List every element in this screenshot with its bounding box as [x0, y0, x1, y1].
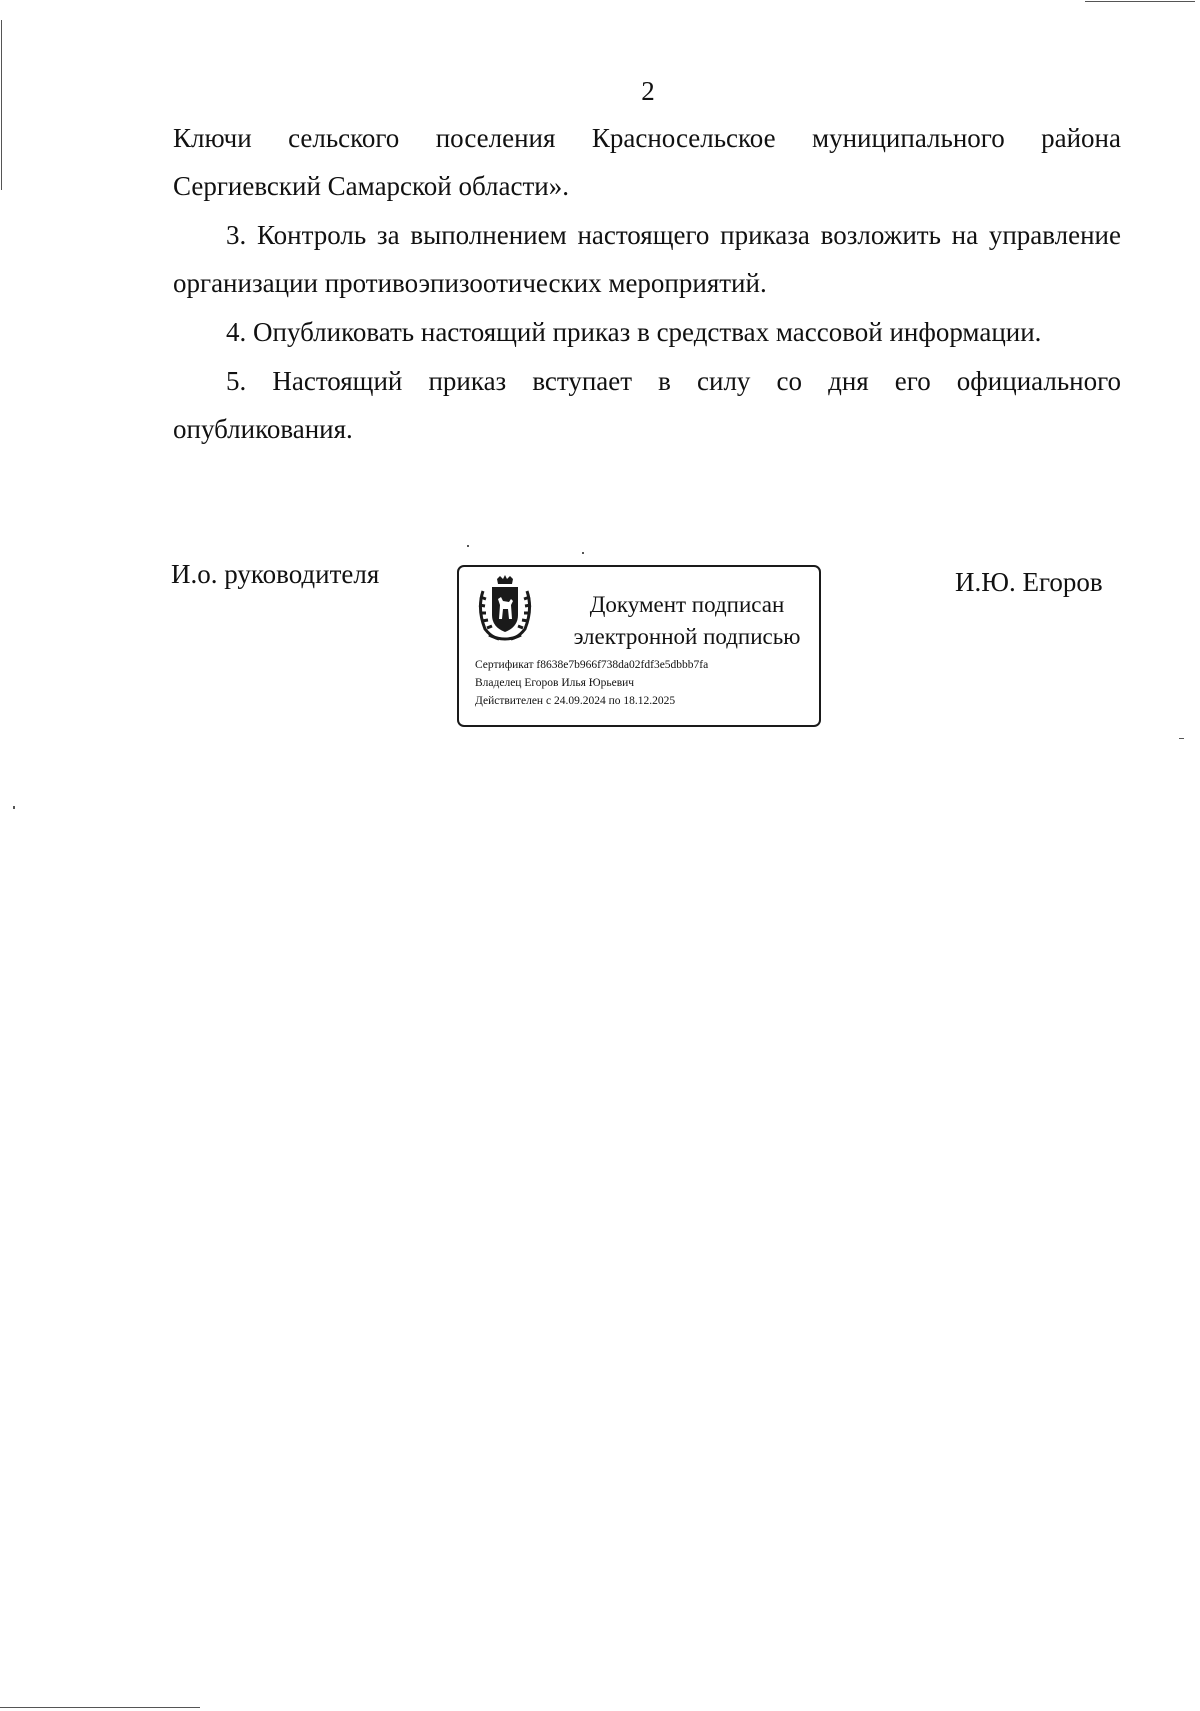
scan-dot-left: [13, 806, 15, 809]
stamp-title-line-1: Документ подписан: [589, 592, 785, 617]
paragraph-item-5: 5. Настоящий приказ вступает в силу со дня его официального опубликования.: [173, 366, 1121, 444]
scan-edge-mark-bottom: [0, 1707, 200, 1708]
paragraph-item-3: 3. Контроль за выполнением настоящего приказа возложить на управление организации противоэпизоотических мероприятий.: [173, 220, 1121, 298]
paragraph-continuation: Ключи сельского поселения Красносельское муниципального района Сергиевский Самарской области».: [173, 123, 1121, 201]
stamp-validity: Действителен с 24.09.2024 по 18.12.2025: [475, 695, 676, 707]
signer-name: И.Ю. Егоров: [955, 567, 1103, 597]
scan-dot-right: [1179, 738, 1184, 739]
signer-position: И.о. руководителя: [171, 559, 380, 589]
document-body: [173, 114, 1121, 454]
stamp-title-line-2: электронной подписью: [573, 624, 801, 649]
scan-dot-top: [467, 545, 469, 547]
paragraph-item-4: 4. Опубликовать настоящий приказ в средствах массовой информации.: [226, 317, 1042, 347]
stamp-details: [475, 656, 708, 710]
stamp-certificate: Сертификат f8638e7b966f738da02fdf3e5dbbb7fa: [475, 659, 709, 671]
page-number: 2: [641, 76, 655, 106]
stamp-owner: Владелец Егоров Илья Юрьевич: [475, 677, 635, 689]
scan-dot-top-2: [582, 552, 584, 554]
stamp-title: [559, 589, 815, 653]
electronic-signature-stamp: [457, 565, 821, 727]
samara-coat-of-arms-icon: [475, 575, 535, 643]
scan-edge-mark-top-right: [1085, 1, 1195, 2]
scan-edge-mark-left: [1, 20, 2, 190]
